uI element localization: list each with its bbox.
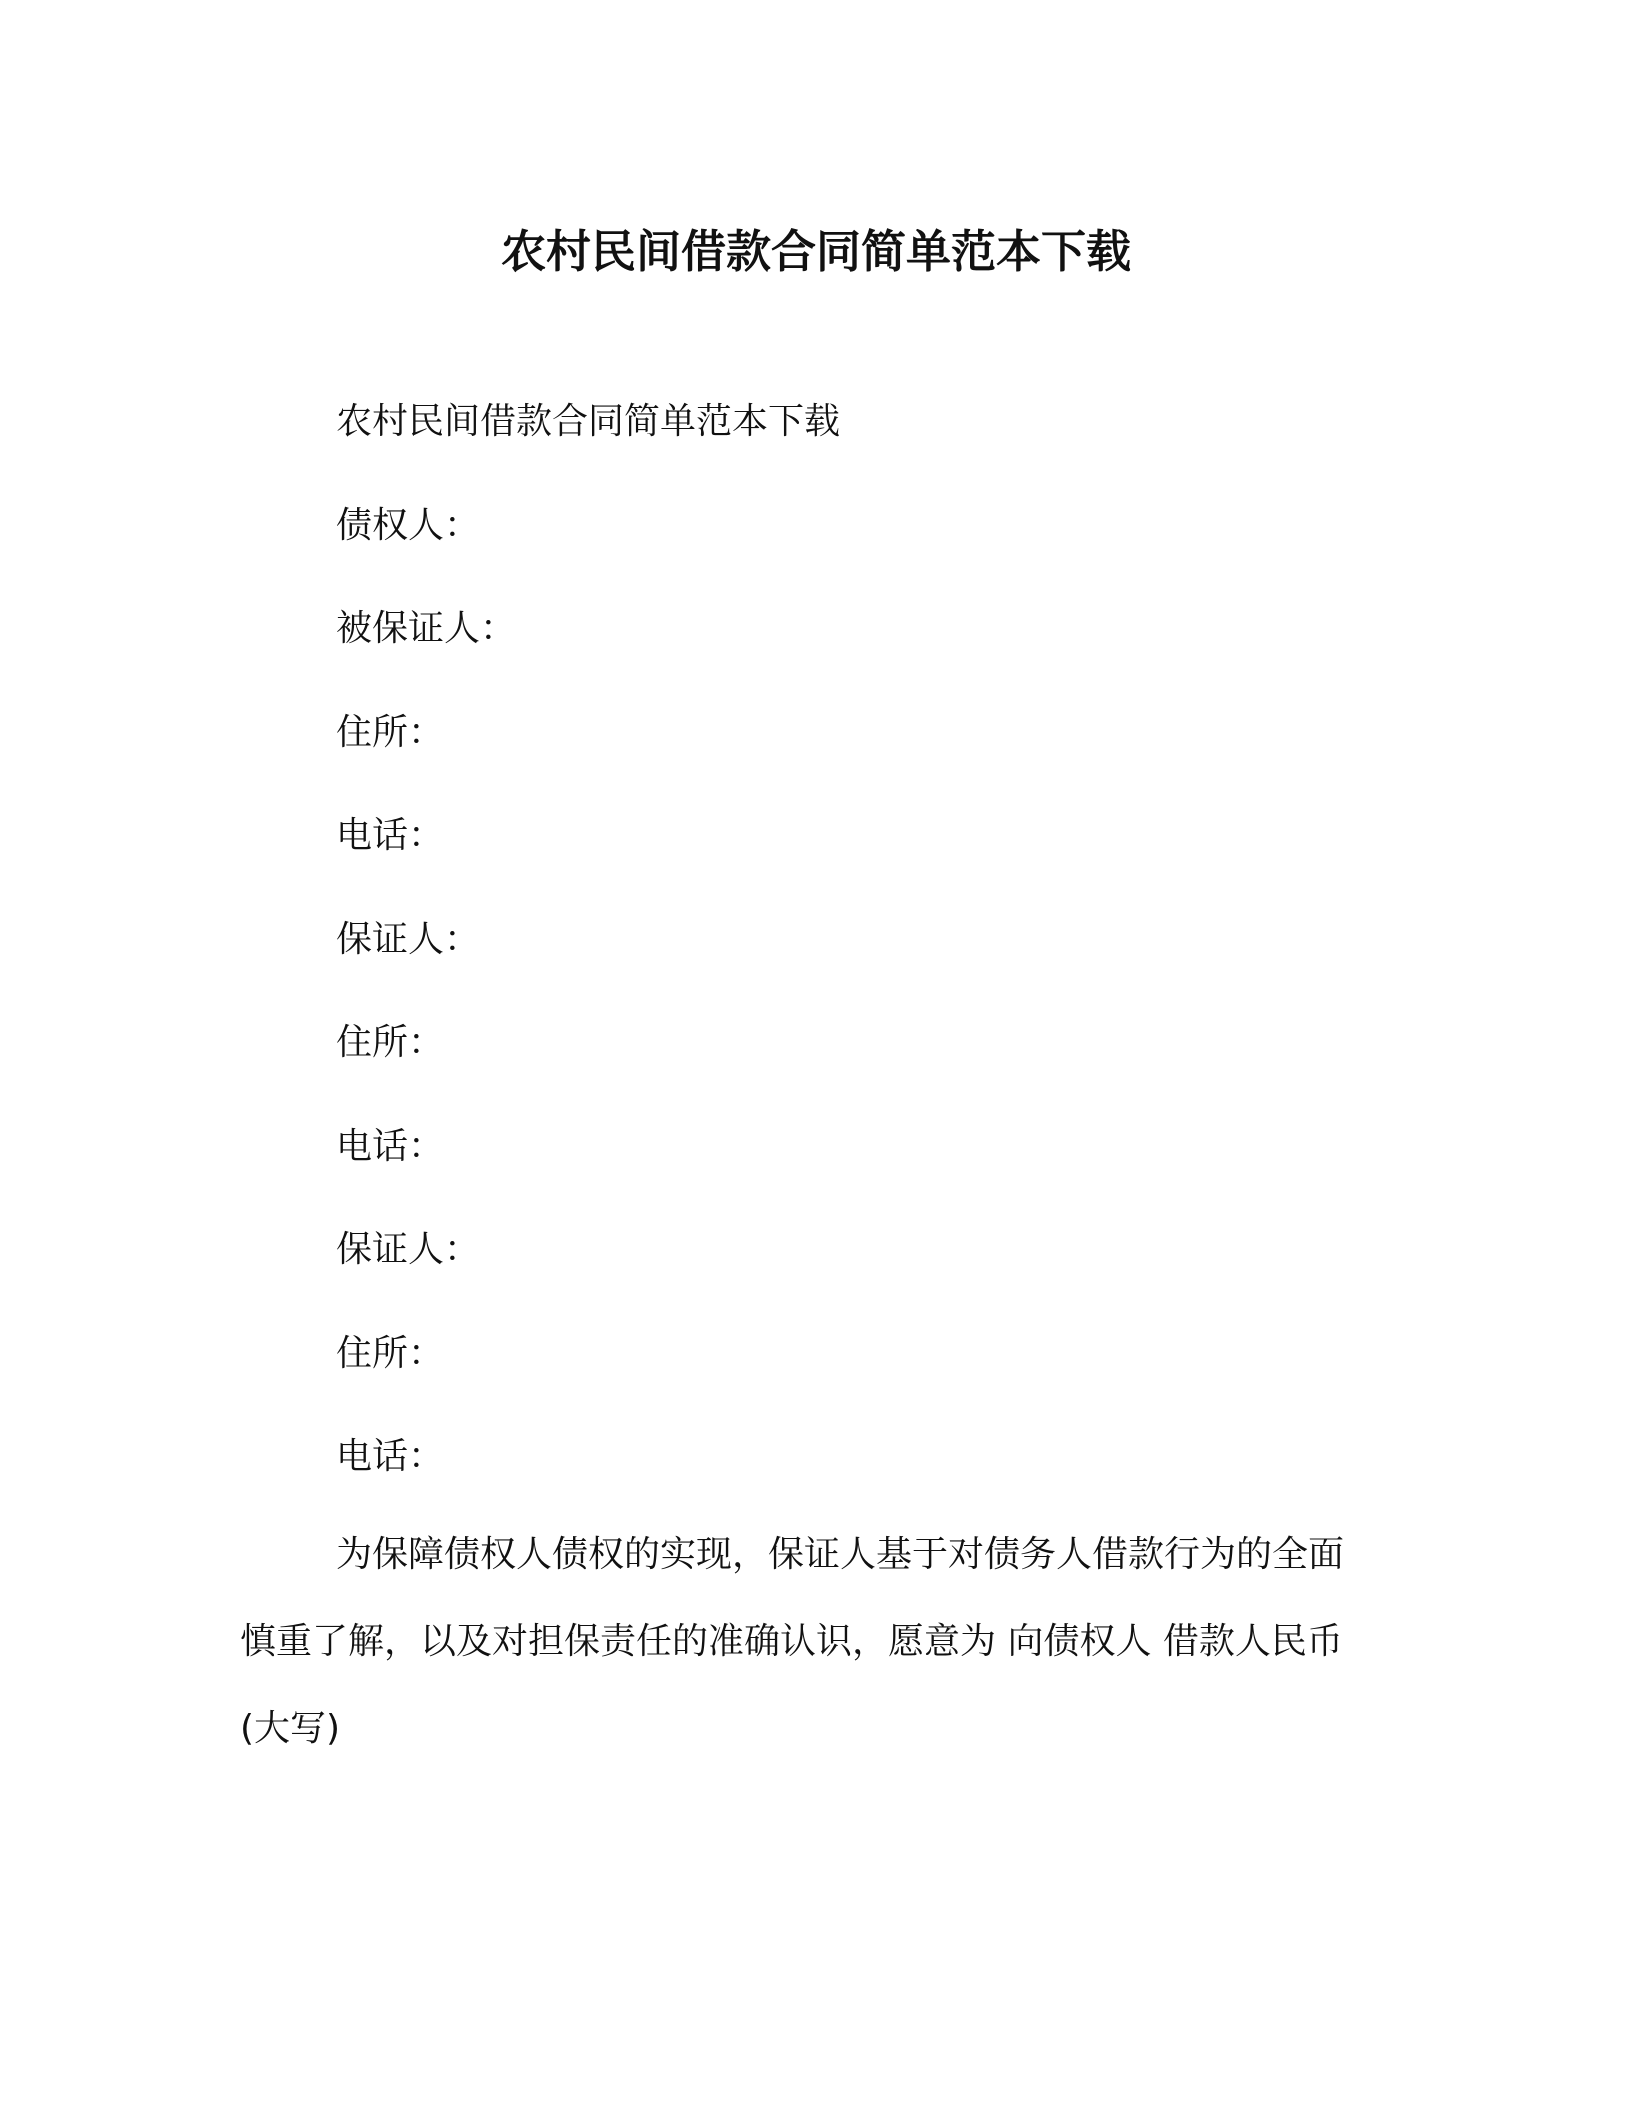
paragraph-line-1: 为保障债权人债权的实现，保证人基于对债务人借款行为的全面: [336, 1534, 1345, 1575]
phone-label-1: 电话：: [336, 815, 445, 856]
paragraph-line-2: 慎重了解，以及对担保责任的准确认识，愿意为 向债权人 借款人民币: [240, 1621, 1343, 1662]
address-label-3: 住所：: [336, 1333, 445, 1374]
address-label-2: 住所：: [336, 1022, 445, 1063]
guarantor-label-1: 保证人：: [336, 919, 481, 960]
address-label-1: 住所：: [336, 712, 445, 753]
creditor-label: 债权人：: [336, 505, 481, 546]
subtitle-line: 农村民间借款合同简单范本下载: [336, 401, 841, 442]
phone-label-2: 电话：: [336, 1126, 445, 1167]
guarantor-label-2: 保证人：: [336, 1229, 481, 1270]
guaranteed-party-label: 被保证人：: [336, 608, 517, 649]
document-title: 农村民间借款合同简单范本下载: [500, 225, 1131, 278]
paragraph-line-3: (大写): [240, 1708, 341, 1749]
phone-label-3: 电话：: [336, 1436, 445, 1477]
